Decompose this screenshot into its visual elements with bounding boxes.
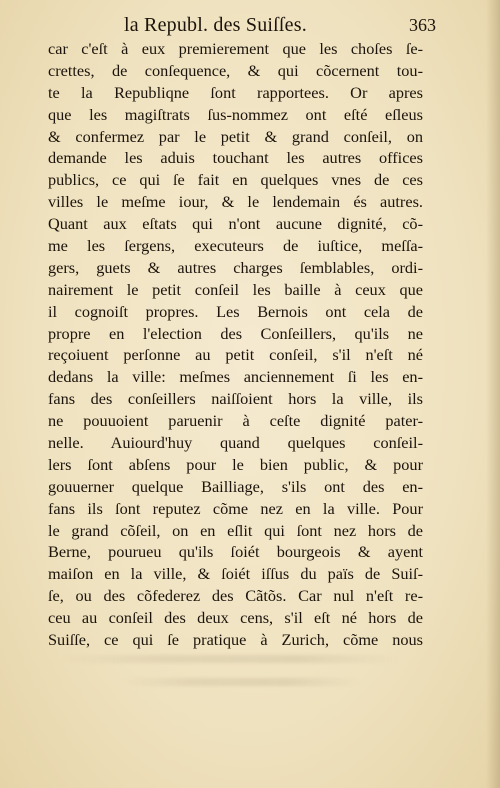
- text-line: publics, ce qui ſe fait en quelques vnes de ces: [48, 170, 423, 190]
- text-line: nairement le petit conſeil les baille à ceux que: [48, 279, 423, 299]
- text-line: demande les aduis touchant les autres offices: [48, 148, 423, 168]
- text-line: te la Republiqne ſont rapportees. Or apres: [48, 82, 423, 102]
- text-line: le grand cõſeil, on en eſlit qui ſont nez hors de: [48, 520, 423, 540]
- text-line: que les magiſtrats ſus-nommez ont eſté eſleus: [48, 104, 423, 124]
- running-title: la Republ. des Suiſſes.: [124, 14, 307, 36]
- text-line: villes le meſme iour, & le lendemain és autres.: [48, 192, 423, 212]
- show-through-smudge: [120, 678, 360, 686]
- text-line: ceu au conſeil des deux cens, s'il eſt né hors de: [48, 608, 423, 628]
- page-number: 363: [409, 15, 436, 35]
- text-line: ſe, ou des cõfederez des Cãtõs. Car nul n'eſt re-: [48, 586, 423, 606]
- text-line: fans ils ſont reputez cõme nez en la ville. Pour: [48, 498, 423, 518]
- text-line: car c'eſt à eux premierement que les choſes ſe-: [48, 39, 423, 58]
- body-text: [48, 38, 423, 651]
- text-line: me les ſergens, executeurs de iuſtice, meſſa-: [48, 236, 423, 256]
- text-line: propre en l'election des Conſeillers, qu'ils ne: [48, 323, 423, 343]
- text-line: reçoiuent perſonne au petit conſeil, s'il n'eſt né: [48, 345, 423, 365]
- page-header: [52, 14, 436, 40]
- text-line: il cognoiſt propres. Les Bernois ont cela de: [48, 301, 423, 321]
- text-line: lers ſont abſens pour le bien public, & pour: [48, 454, 423, 474]
- text-line: & confermez par le petit & grand conſeil, on: [48, 126, 423, 146]
- page-edge-shadow: [486, 0, 500, 788]
- text-line: Suiſſe, ce qui ſe pratique à Zurich, cõme nous: [48, 630, 423, 650]
- text-line: crettes, de conſequence, & qui cõcernent tou-: [48, 60, 423, 80]
- text-line: ne pouuoient paruenir à ceſte dignité pater-: [48, 411, 423, 431]
- text-line: dedans la ville: meſmes anciennement ſi les en-: [48, 367, 423, 387]
- show-through-smudge: [60, 655, 400, 663]
- text-line: Quant aux eſtats qui n'ont aucune dignité, cõ-: [48, 214, 423, 234]
- text-line: gouuerner quelque Bailliage, s'ils ont des en-: [48, 476, 423, 496]
- text-line: maiſon en la ville, & ſoiét iſſus du païs de Suiſ-: [48, 564, 423, 584]
- text-line: gers, guets & autres charges ſemblables, ordi-: [48, 257, 423, 277]
- text-line: Berne, pourueu qu'ils ſoiét bourgeois & ayent: [48, 542, 423, 562]
- text-line: nelle. Auiourd'huy quand quelques conſeil-: [48, 433, 423, 453]
- text-line: fans des conſeillers naiſſoient hors la ville, ils: [48, 389, 423, 409]
